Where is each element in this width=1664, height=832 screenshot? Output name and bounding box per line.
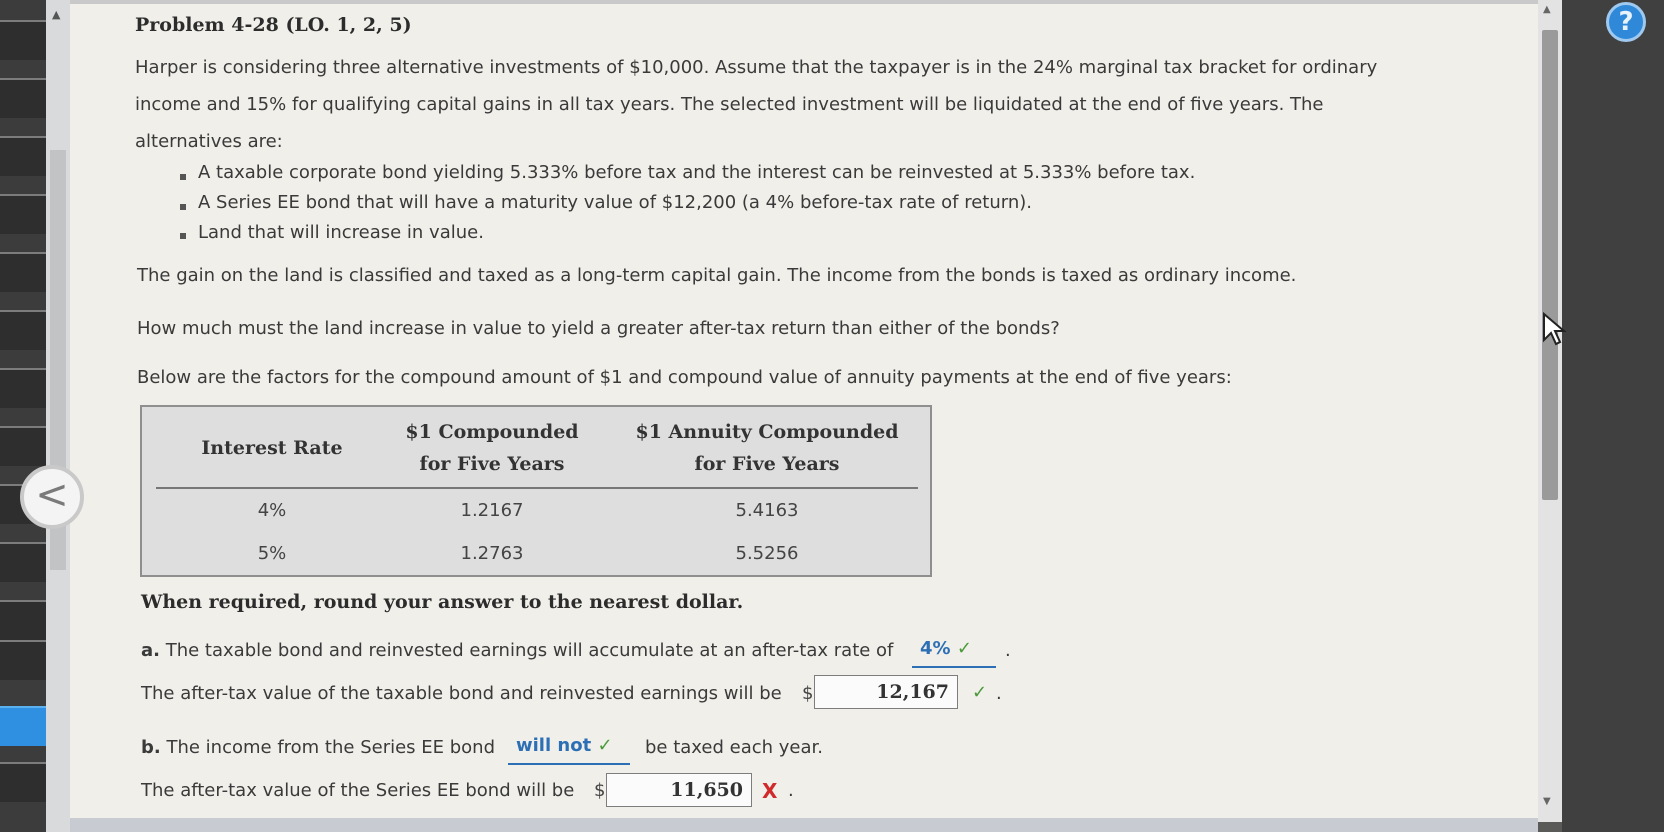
header-interest-rate: Interest Rate bbox=[201, 437, 343, 459]
currency-symbol: $ bbox=[802, 683, 814, 704]
table-header-divider bbox=[156, 487, 918, 489]
back-button[interactable]: < bbox=[20, 465, 84, 529]
scroll-up-arrow-icon[interactable]: ▲ bbox=[52, 8, 61, 21]
currency-symbol: $ bbox=[594, 780, 606, 801]
header-compound-line2: for Five Years bbox=[419, 453, 565, 475]
part-a-line1 bbox=[141, 640, 893, 661]
bullet-icon bbox=[180, 233, 186, 239]
alternative-item: A Series EE bond that will have a maturity value of $12,200 (a 4% before-tax rate of return). bbox=[198, 192, 1032, 213]
side-tab[interactable] bbox=[0, 194, 46, 234]
part-b-text: The income from the Series EE bond bbox=[166, 737, 496, 758]
factors-intro-text: Below are the factors for the compound amount of $1 and compound value of annuity payments at the end of five years: bbox=[137, 367, 1232, 388]
table-cell-rate: 5% bbox=[257, 543, 287, 564]
table-cell-compound: 1.2763 bbox=[460, 543, 524, 564]
scroll-up-arrow-icon[interactable]: ▲ bbox=[1543, 4, 1551, 15]
table-cell-annuity: 5.4163 bbox=[735, 500, 799, 521]
side-tab[interactable] bbox=[0, 542, 46, 582]
factor-table bbox=[140, 405, 932, 577]
part-b-select-value: will not bbox=[516, 735, 592, 756]
part-b-line1 bbox=[141, 737, 495, 758]
part-a-rate-select[interactable] bbox=[912, 638, 996, 668]
side-tab[interactable] bbox=[0, 310, 46, 350]
mouse-cursor-icon bbox=[1542, 312, 1568, 346]
part-a-line2: The after-tax value of the taxable bond and reinvested earnings will be bbox=[141, 683, 782, 704]
part-a-period: . bbox=[1005, 640, 1011, 661]
table-cell-annuity: 5.5256 bbox=[735, 543, 799, 564]
question-text: How much must the land increase in value to yield a greater after-tax return than either of the bonds? bbox=[137, 318, 1060, 339]
part-b-line2-end: . bbox=[788, 780, 794, 801]
part-b-line2: The after-tax value of the Series EE bond will be bbox=[141, 780, 575, 801]
problem-title: Problem 4-28 (LO. 1, 2, 5) bbox=[135, 14, 412, 36]
check-icon: ✓ bbox=[956, 638, 972, 659]
part-a-label: a. bbox=[141, 640, 160, 661]
bottom-scrollbar[interactable] bbox=[70, 818, 1538, 832]
part-b-label: b. bbox=[141, 737, 161, 758]
part-b-taxed-select[interactable] bbox=[508, 735, 630, 765]
side-tab-active[interactable] bbox=[0, 706, 46, 746]
help-icon[interactable]: ? bbox=[1606, 2, 1646, 42]
part-a-text: The taxable bond and reinvested earnings will accumulate at an after-tax rate of bbox=[165, 640, 894, 661]
rounding-instruction: When required, round your answer to the nearest dollar. bbox=[141, 591, 744, 613]
bullet-icon bbox=[180, 174, 186, 180]
left-tab-strip bbox=[0, 0, 50, 832]
intro-text-line: alternatives are: bbox=[135, 131, 283, 152]
panel-top-border bbox=[70, 0, 1538, 4]
table-cell-compound: 1.2167 bbox=[460, 500, 524, 521]
part-b-value-input[interactable]: 11,650 bbox=[606, 773, 752, 807]
check-icon: ✓ bbox=[597, 735, 613, 756]
part-a-value-input[interactable]: 12,167 bbox=[814, 675, 958, 709]
side-tab[interactable] bbox=[0, 136, 46, 176]
side-tab[interactable] bbox=[0, 368, 46, 408]
header-annuity-line2: for Five Years bbox=[694, 453, 840, 475]
side-tab[interactable] bbox=[0, 640, 46, 680]
intro-text-line: income and 15% for qualifying capital gains in all tax years. The selected investment will be liquidated at the end of five years. The bbox=[135, 94, 1324, 115]
bullet-icon bbox=[180, 204, 186, 210]
gain-text: The gain on the land is classified and taxed as a long-term capital gain. The income from the bonds is taxed as ordinary income. bbox=[137, 265, 1297, 286]
header-annuity-line1: $1 Annuity Compounded bbox=[635, 421, 899, 443]
right-dark-column bbox=[1562, 0, 1664, 832]
side-tab[interactable] bbox=[0, 252, 46, 292]
side-tab[interactable] bbox=[0, 426, 46, 466]
side-tab[interactable] bbox=[0, 78, 46, 118]
part-a-rate-value: 4% bbox=[920, 638, 951, 659]
table-cell-rate: 4% bbox=[257, 500, 287, 521]
part-b-line1-end: be taxed each year. bbox=[645, 737, 823, 758]
side-tab[interactable] bbox=[0, 20, 46, 60]
part-a-line2-end: . bbox=[996, 683, 1002, 704]
alternative-item: A taxable corporate bond yielding 5.333% before tax and the interest can be reinvested at 5.333% before tax. bbox=[198, 162, 1196, 183]
scroll-down-arrow-icon[interactable]: ▼ bbox=[1543, 796, 1551, 807]
intro-text-line: Harper is considering three alternative investments of $10,000. Assume that the taxpayer is in the 24% marginal tax bracket for ordinary bbox=[135, 57, 1378, 78]
right-scroll-thumb[interactable] bbox=[1542, 30, 1558, 500]
side-tab[interactable] bbox=[0, 600, 46, 640]
x-icon: X bbox=[762, 779, 778, 803]
header-compound-line1: $1 Compounded bbox=[405, 421, 579, 443]
alternative-item: Land that will increase in value. bbox=[198, 222, 484, 243]
check-icon: ✓ bbox=[972, 682, 988, 703]
side-tab[interactable] bbox=[0, 762, 46, 802]
